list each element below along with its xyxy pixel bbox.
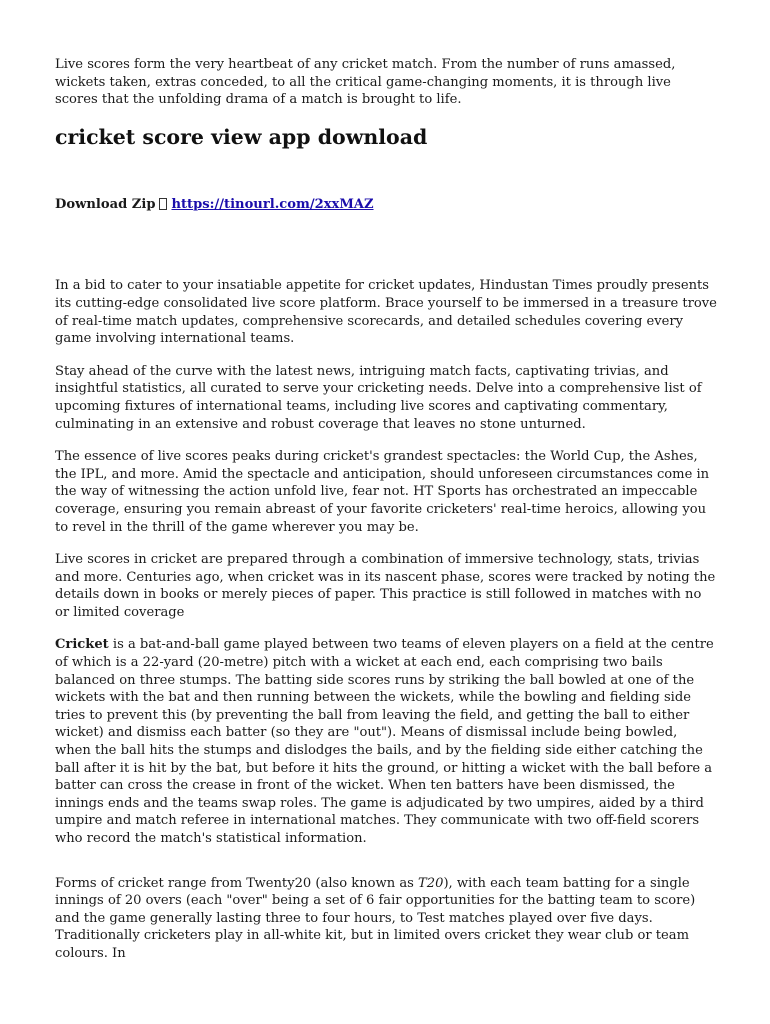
forms-text-after: ), with each team batting for a single innings of 20 overs (each "over" being a set of 6 fair opportunities for the batting team to score) and the game generally lasting three to four hours, to Test matches played over five days. Traditionally cricketers play in all-white kit, but in limited overs cricket they wear club or team colours. In: [55, 875, 696, 961]
forms-text-before: Forms of cricket range from Twenty20 (also known as: [55, 875, 419, 891]
paragraph-cricket-definition: [55, 636, 717, 847]
paragraph-history: Live scores in cricket are prepared through a combination of immersive technology, stats, trivias and more. Centuries ago, when cricket was in its nascent phase, scores were tracked by noting the details down in books or merely pieces of paper. This practice is still followed in matches with no or limited coverage: [55, 552, 716, 620]
paragraph-spectacles: The essence of live scores peaks during cricket's grandest spectacles: the World Cup, the Ashes, the IPL, and more. Amid the spectacle and anticipation, should unforeseen circumstances come in the way of witnessing the action unfold live, fear not. HT Sports has orchestrated an impeccable coverage, ensuring you remain abreast of your favorite cricketers' real-time heroics, allowing you to revel in the thrill of the game wherever you may be.: [55, 449, 710, 535]
intro-paragraph: Live scores form the very heartbeat of any cricket match. From the number of runs amassed, wickets taken, extras conceded, to all the critical game-changing moments, it is through live scores that the unfolding drama of a match is brought to life.: [55, 57, 676, 108]
download-line: [55, 196, 717, 214]
cricket-definition-text: is a bat-and-ball game played between two teams of eleven players on a field at the centre of which is a 22-yard (20-metre) pitch with a wicket at each end, each comprising two bails balanced on three stumps. The batting side scores runs by striking the ball bowled at one of the wickets with the bat and then running between the wickets, while the bowling and fielding side tries to prevent this (by preventing the ball from leaving the field, and getting the ball to either wicket) and dismiss each batter (so they are "out"). Means of dismissal include being bowled, when the ball hits the stumps and dislodges the bails, and by the fielding side either catching the ball after it is hit by the bat, but before it hits the ground, or hitting a wicket with the ball before a batter can cross the crease in front of the wicket. When ten batters have been dismissed, the innings ends and the teams swap roles. The game is adjudicated by two umpires, aided by a third umpire and match referee in international matches. They communicate with two off-field scorers who record the match's statistical information.: [55, 637, 714, 846]
paragraph-platform: In a bid to cater to your insatiable appetite for cricket updates, Hindustan Times proudly presents its cutting-edge consolidated live score platform. Brace yourself to be immersed in a treasure trove of real-time match updates, comprehensive scorecards, and detailed schedules covering every game involving international teams.: [55, 278, 717, 347]
missing-glyph-icon: [159, 198, 167, 210]
download-link[interactable]: https://tinourl.com/2xxMAZ: [171, 196, 374, 212]
cricket-term: Cricket: [55, 637, 109, 653]
document-page: [55, 56, 717, 978]
paragraph-news: Stay ahead of the curve with the latest news, intriguing match facts, captivating trivias, and insightful statistics, all curated to serve your cricketing needs. Delve into a comprehensive list of upcoming fixtures of international teams, including live scores and captivating commentary, culminating in an extensive and robust coverage that leaves no stone unturned.: [55, 363, 702, 432]
forms-italic-t20: T20: [418, 875, 444, 891]
paragraph-forms: [55, 875, 717, 963]
page-title: cricket score view app download: [55, 124, 428, 149]
download-label: Download Zip: [55, 196, 156, 212]
